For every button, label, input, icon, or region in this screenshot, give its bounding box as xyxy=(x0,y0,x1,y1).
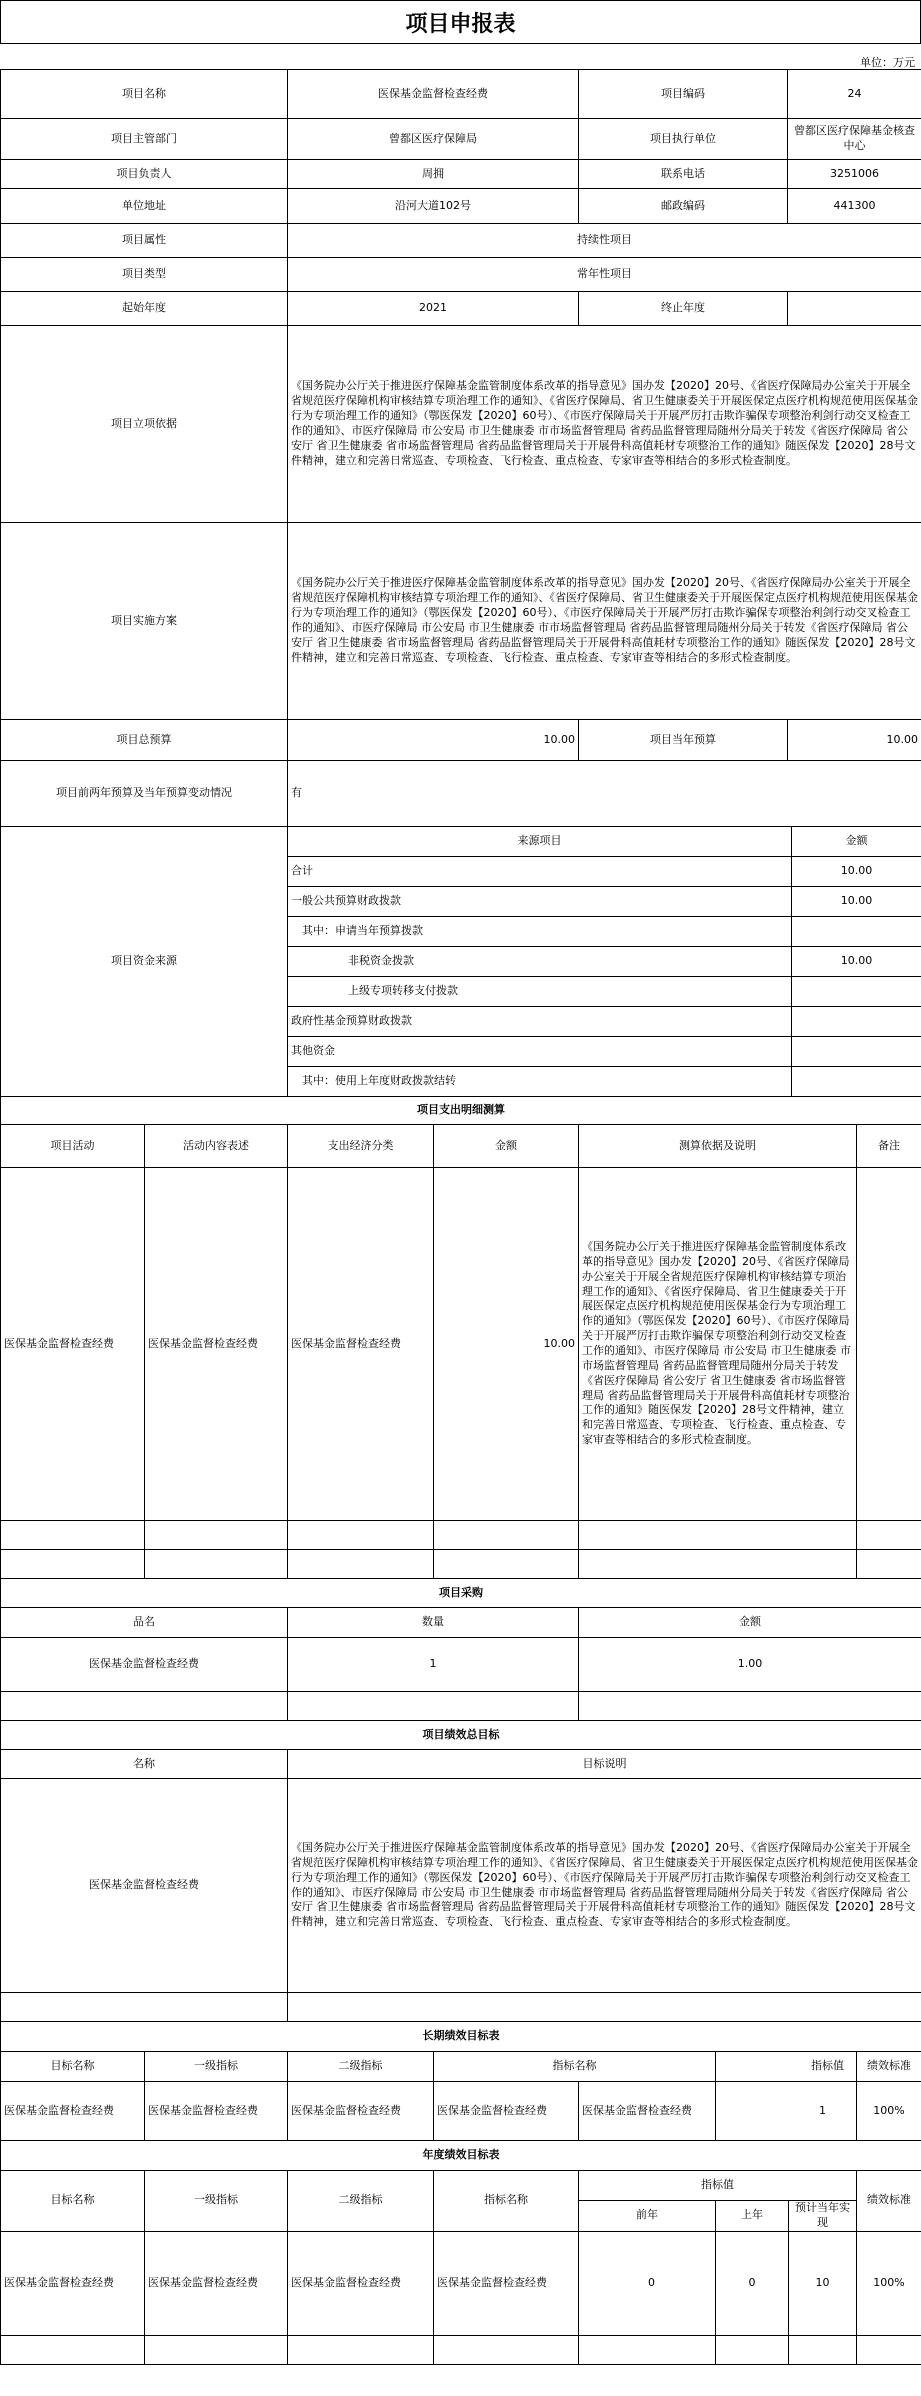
annual-header-value: 指标值 xyxy=(579,2171,857,2201)
attr-value: 持续性项目 xyxy=(288,224,921,258)
exec-unit-label: 项目执行单位 xyxy=(579,119,788,160)
longterm-header-indicator: 指标名称 xyxy=(434,2052,716,2082)
procurement-name: 医保基金监督检查经费 xyxy=(1,1638,288,1692)
annual-table xyxy=(0,2140,921,2365)
expense-header-content: 活动内容表述 xyxy=(145,1125,288,1168)
procurement-header-qty: 数量 xyxy=(288,1608,579,1638)
type-label: 项目类型 xyxy=(1,258,288,292)
person-label: 项目负责人 xyxy=(1,160,288,189)
expense-content: 医保基金监督检查经费 xyxy=(145,1168,288,1521)
fund-row-amount: 10.00 xyxy=(792,947,921,977)
expense-header-activity: 项目活动 xyxy=(1,1125,145,1168)
form-title: 项目申报表 xyxy=(0,0,921,44)
fund-row-name: 一般公共预算财政拨款 xyxy=(288,887,792,917)
project-code-value: 24 xyxy=(788,70,921,119)
fund-row-amount xyxy=(792,1007,921,1037)
project-name-value: 医保基金监督检查经费 xyxy=(288,70,579,119)
performance-header-name: 名称 xyxy=(1,1750,288,1779)
budget-change-label: 项目前两年预算及当年预算变动情况 xyxy=(1,761,288,827)
type-value: 常年性项目 xyxy=(288,258,921,292)
expense-header-category: 支出经济分类 xyxy=(288,1125,434,1168)
fund-source-table xyxy=(0,826,921,1097)
dept-value: 曾都区医疗保障局 xyxy=(288,119,579,160)
expense-header-amount: 金额 xyxy=(434,1125,579,1168)
expense-section-title: 项目支出明细测算 xyxy=(1,1097,921,1125)
expense-category: 医保基金监督检查经费 xyxy=(288,1168,434,1521)
performance-desc: 《国务院办公厅关于推进医疗保障基金监管制度体系改革的指导意见》国办发【2020】20号、《省医疗保障局办公室关于开展全省规范医疗保障机构审核结算专项治理工作的通知》、《省医疗保障局、省卫生健康委关于开展医保定点医疗机构规范使用医保基金行为专项治理工作的通知》（鄂医保发【2020】60号）、《市医疗保障局关于开展严厉打击欺诈骗保专项整治利剑行动交叉检查工作的通知》、市医疗保障局 市公安局 市卫生健康委 市市场监督管理局 省药品监督管理局随州分局关于转发《省医疗保障局 省公安厅 省卫生健康委 省市场监督管理局 省药品监督管理局关于开展骨科高值耗材专项整治工作的通知》随医保发【2020】28号文件精神，建立和完善日常巡查、专项检查、飞行检查、重点检查、专家审查等相结合的多形式检查制度。 xyxy=(288,1779,921,1993)
performance-header-desc: 目标说明 xyxy=(288,1750,921,1779)
annual-subheader-prev1: 上年 xyxy=(716,2201,789,2232)
fund-source-label: 项目资金来源 xyxy=(1,827,288,1097)
longterm-standard: 100% xyxy=(857,2082,921,2141)
annual-prev1: 0 xyxy=(716,2231,789,2335)
unit-label: 单位：万元 xyxy=(860,56,915,69)
plan-label: 项目实施方案 xyxy=(1,523,288,720)
phone-label: 联系电话 xyxy=(579,160,788,189)
total-budget-value: 10.00 xyxy=(288,720,579,761)
fund-row-amount xyxy=(792,917,921,947)
fund-row-name: 其他资金 xyxy=(288,1037,792,1067)
longterm-indicator-b: 医保基金监督检查经费 xyxy=(579,2082,716,2141)
longterm-lv1: 医保基金监督检查经费 xyxy=(145,2082,288,2141)
performance-section-title: 项目绩效总目标 xyxy=(1,1721,921,1750)
annual-header-indicator: 指标名称 xyxy=(434,2171,579,2232)
procurement-qty: 1 xyxy=(288,1638,579,1692)
basis-text: 《国务院办公厅关于推进医疗保障基金监管制度体系改革的指导意见》国办发【2020】20号、《省医疗保障局办公室关于开展全省规范医疗保障机构审核结算专项治理工作的通知》、《省医疗保障局、省卫生健康委关于开展医保定点医疗机构规范使用医保基金行为专项治理工作的通知》（鄂医保发【2020】60号）、《市医疗保障局关于开展严厉打击欺诈骗保专项整治利剑行动交叉检查工作的通知》、市医疗保障局 市公安局 市卫生健康委 市市场监督管理局 省药品监督管理局随州分局关于转发《省医疗保障局 省公安厅 省卫生健康委 省市场监督管理局 省药品监督管理局关于开展骨科高值耗材专项整治工作的通知》随医保发【2020】28号文件精神，建立和完善日常巡查、专项检查、飞行检查、重点检查、专家审查等相结合的多形式检查制度。 xyxy=(288,326,921,523)
fund-row-amount xyxy=(792,1037,921,1067)
longterm-indicator-a: 医保基金监督检查经费 xyxy=(434,2082,579,2141)
longterm-lv2: 医保基金监督检查经费 xyxy=(288,2082,434,2141)
fund-amount-header: 金额 xyxy=(792,827,921,857)
fund-row-name: 上级专项转移支付拨款 xyxy=(288,977,792,1007)
project-name-label: 项目名称 xyxy=(1,70,288,119)
annual-section-title: 年度绩效目标表 xyxy=(1,2141,921,2171)
zip-label: 邮政编码 xyxy=(579,189,788,224)
procurement-header-name: 品名 xyxy=(1,1608,288,1638)
plan-text: 《国务院办公厅关于推进医疗保障基金监管制度体系改革的指导意见》国办发【2020】20号、《省医疗保障局办公室关于开展全省规范医疗保障机构审核结算专项治理工作的通知》、《省医疗保障局、省卫生健康委关于开展医保定点医疗机构规范使用医保基金行为专项治理工作的通知》（鄂医保发【2020】60号）、《市医疗保障局关于开展严厉打击欺诈骗保专项整治利剑行动交叉检查工作的通知》、市医疗保障局 市公安局 市卫生健康委 市市场监督管理局 省药品监督管理局随州分局关于转发《省医疗保障局 省公安厅 省卫生健康委 省市场监督管理局 省药品监督管理局关于开展骨科高值耗材专项整治工作的通知》随医保发【2020】28号文件精神，建立和完善日常巡查、专项检查、飞行检查、重点检查、专家审查等相结合的多形式检查制度。 xyxy=(288,523,921,720)
address-value: 沿河大道102号 xyxy=(288,189,579,224)
annual-header-target: 目标名称 xyxy=(1,2171,145,2232)
annual-target: 医保基金监督检查经费 xyxy=(1,2231,145,2335)
annual-header-lv2: 二级指标 xyxy=(288,2171,434,2232)
expense-note xyxy=(857,1168,921,1521)
procurement-header-amount: 金额 xyxy=(579,1608,921,1638)
fund-row-amount xyxy=(792,1067,921,1097)
procurement-amount: 1.00 xyxy=(579,1638,921,1692)
start-year-label: 起始年度 xyxy=(1,292,288,326)
person-value: 周拥 xyxy=(288,160,579,189)
expense-header-basis: 测算依据及说明 xyxy=(579,1125,857,1168)
procurement-section-title: 项目采购 xyxy=(1,1579,921,1608)
expense-table xyxy=(0,1096,921,1579)
current-budget-value: 10.00 xyxy=(788,720,921,761)
fund-row-name: 政府性基金预算财政拨款 xyxy=(288,1007,792,1037)
annual-header-lv1: 一级指标 xyxy=(145,2171,288,2232)
annual-lv2: 医保基金监督检查经费 xyxy=(288,2231,434,2335)
longterm-table xyxy=(0,2021,921,2141)
exec-unit-value: 曾都区医疗保障基金核查中心 xyxy=(788,119,921,160)
annual-subheader-prev2: 前年 xyxy=(579,2201,716,2232)
annual-indicator: 医保基金监督检查经费 xyxy=(434,2231,579,2335)
annual-lv1: 医保基金监督检查经费 xyxy=(145,2231,288,2335)
longterm-header-value: 指标值 xyxy=(716,2052,857,2082)
expense-amount: 10.00 xyxy=(434,1168,579,1521)
total-budget-label: 项目总预算 xyxy=(1,720,288,761)
fund-row-name: 合计 xyxy=(288,857,792,887)
performance-name: 医保基金监督检查经费 xyxy=(1,1779,288,1993)
project-code-label: 项目编码 xyxy=(579,70,788,119)
performance-table xyxy=(0,1720,921,2022)
fund-row-amount: 10.00 xyxy=(792,857,921,887)
fund-row-amount xyxy=(792,977,921,1007)
phone-value: 3251006 xyxy=(788,160,921,189)
fund-row-amount: 10.00 xyxy=(792,887,921,917)
longterm-header-standard: 绩效标准 xyxy=(857,2052,921,2082)
longterm-header-target: 目标名称 xyxy=(1,2052,145,2082)
dept-label: 项目主管部门 xyxy=(1,119,288,160)
expense-header-note: 备注 xyxy=(857,1125,921,1168)
current-budget-label: 项目当年预算 xyxy=(579,720,788,761)
fund-source-header: 来源项目 xyxy=(288,827,792,857)
budget-change-value: 有 xyxy=(288,761,921,827)
end-year-label: 终止年度 xyxy=(579,292,788,326)
end-year-value xyxy=(788,292,921,326)
address-label: 单位地址 xyxy=(1,189,288,224)
longterm-header-lv2: 二级指标 xyxy=(288,2052,434,2082)
fund-row-name: 其中：申请当年预算拨款 xyxy=(288,917,792,947)
start-year-value: 2021 xyxy=(288,292,579,326)
basis-label: 项目立项依据 xyxy=(1,326,288,523)
zip-value: 441300 xyxy=(788,189,921,224)
annual-header-standard: 绩效标准 xyxy=(857,2171,921,2232)
annual-subheader-current: 预计当年实现 xyxy=(789,2201,857,2232)
longterm-target: 医保基金监督检查经费 xyxy=(1,2082,145,2141)
expense-basis: 《国务院办公厅关于推进医疗保障基金监管制度体系改革的指导意见》国办发【2020】20号、《省医疗保障局办公室关于开展全省规范医疗保障机构审核结算专项治理工作的通知》、《省医疗保障局、省卫生健康委关于开展医保定点医疗机构规范使用医保基金行为专项治理工作的通知》（鄂医保发【2020】60号）、《市医疗保障局关于开展严厉打击欺诈骗保专项整治利剑行动交叉检查工作的通知》、市医疗保障局 市公安局 市卫生健康委 市市场监督管理局 省药品监督管理局随州分局关于转发《省医疗保障局 省公安厅 省卫生健康委 省市场监督管理局 省药品监督管理局关于开展骨科高值耗材专项整治工作的通知》随医保发【2020】28号文件精神，建立和完善日常巡查、专项检查、飞行检查、重点检查、专家审查等相结合的多形式检查制度。 xyxy=(579,1168,857,1521)
annual-prev2: 0 xyxy=(579,2231,716,2335)
attr-label: 项目属性 xyxy=(1,224,288,258)
fund-row-name: 非税资金拨款 xyxy=(288,947,792,977)
longterm-section-title: 长期绩效目标表 xyxy=(1,2022,921,2052)
procurement-table xyxy=(0,1578,921,1721)
annual-current: 10 xyxy=(789,2231,857,2335)
basic-info-table xyxy=(0,69,921,827)
longterm-value: 1 xyxy=(716,2082,857,2141)
expense-activity: 医保基金监督检查经费 xyxy=(1,1168,145,1521)
fund-row-name: 其中：使用上年度财政拨款结转 xyxy=(288,1067,792,1097)
annual-standard: 100% xyxy=(857,2231,921,2335)
longterm-header-lv1: 一级指标 xyxy=(145,2052,288,2082)
